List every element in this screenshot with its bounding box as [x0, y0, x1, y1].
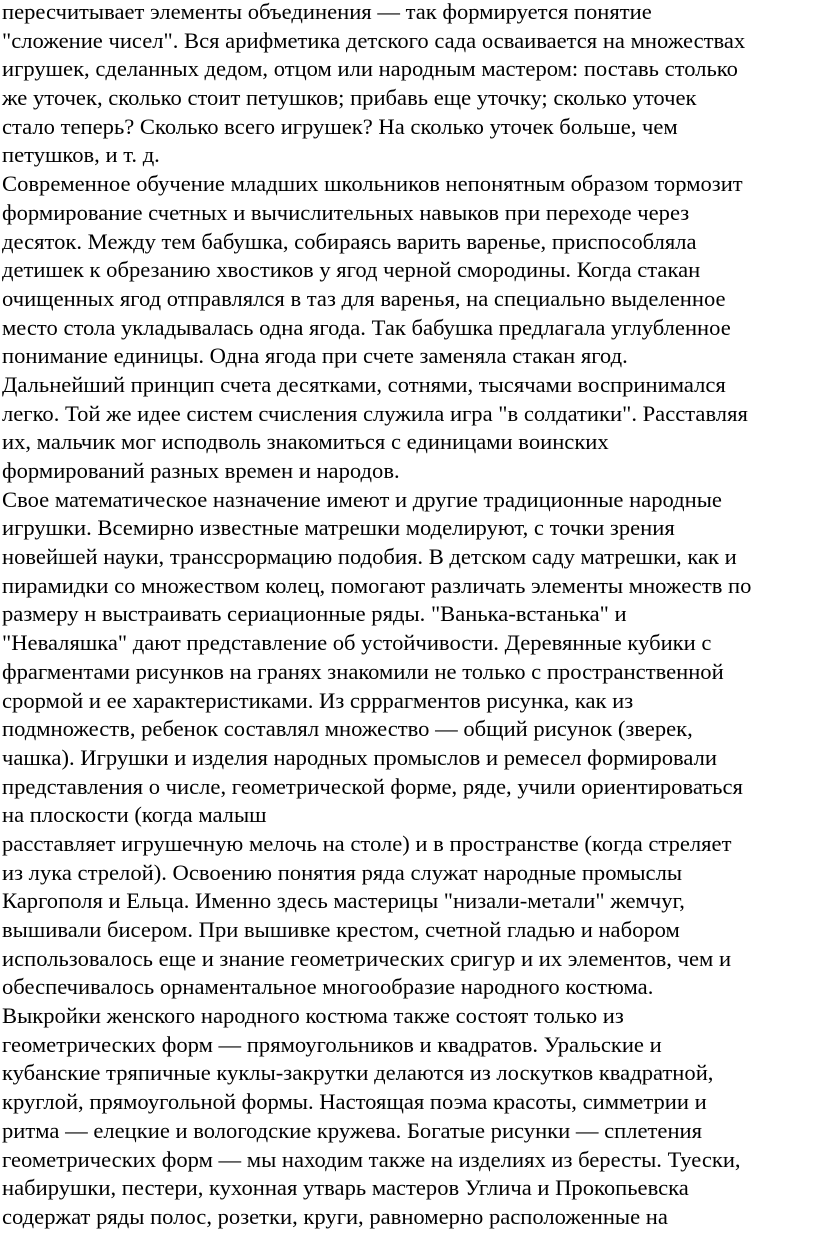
text-line: представления о числе, геометрической форме, ряде, учили ориентироваться: [2, 773, 743, 799]
text-line: петушков, и т. д.: [2, 142, 160, 168]
text-line: набирушки, пестери, кухонная утварь мастеров Углича и Прокопьевска: [2, 1175, 689, 1201]
text-line: расставляет игрушечную мелочь на столе) и в пространстве (когда стреляет: [2, 830, 732, 856]
text-line: "Неваляшка" дают представление об устойчивости. Деревянные кубики с: [2, 630, 712, 656]
text-line: Современное обучение младших школьников непонятным образом тормозит: [2, 171, 743, 197]
text-line: место стола укладывалась одна ягода. Так бабушка предлагала углубленное: [2, 314, 731, 340]
text-line: Выкройки женского народного костюма также состоят только из: [2, 1003, 624, 1029]
text-line: понимание единицы. Одна ягода при счете заменяла стакан ягод.: [2, 343, 628, 369]
text-line: круглой, прямоугольной формы. Настоящая поэма красоты, симметрии и: [2, 1089, 707, 1115]
text-line: игрушек, сделанных дедом, отцом или народным мастером: поставь столько: [2, 56, 738, 82]
text-line: формирований разных времен и народов.: [2, 458, 400, 483]
text-line: размеру н выстраивать сериационные ряды. "Ванька-встанька" и: [2, 601, 627, 627]
text-line: очищенных ягод отправлялся в таз для варенья, на специально выделенное: [2, 285, 726, 311]
text-line: ритма — елецкие и вологодские кружева. Богатые рисунки — сплетения: [2, 1117, 703, 1143]
text-line: фрагментами рисунков на гранях знакомили не только с пространственной: [2, 658, 724, 684]
text-line: на плоскости (когда малыш: [2, 802, 267, 828]
text-line: содержат ряды полос, розетки, круги, равномерно расположенные на: [2, 1203, 668, 1229]
text-line: стало теперь? Сколько всего игрушек? На сколько уточек больше, чем: [2, 113, 678, 139]
text-line: геометрических форм — мы находим также на изделиях из бересты. Туески,: [2, 1146, 741, 1172]
text-line: подмножеств, ребенок составлял множество — общий рисунок (зверек,: [2, 716, 693, 742]
text-line: из лука стрелой). Освоению понятия ряда служат народные промыслы: [2, 859, 683, 885]
text-line: срормой и ее характеристиками. Из срррагментов рисунка, как из: [2, 687, 634, 713]
text-line: "сложение чисел". Вся арифметика детского сада осваивается на множествах: [2, 27, 746, 53]
text-line: легко. Той же идее систем счисления служила игра "в солдатики". Расставляя: [2, 400, 748, 426]
text-line: пирамидки со множеством колец, помогают различать элементы множеств по: [2, 572, 752, 598]
text-line: обеспечивалось орнаментальное многообразие народного костюма.: [2, 974, 654, 1000]
text-line: пересчитывает элементы объединения — так формируется понятие: [2, 0, 652, 24]
document-page: [2, 0, 814, 1232]
text-line: же уточек, сколько стоит петушков; прибавь еще уточку; сколько уточек: [2, 85, 697, 111]
text-line: геометрических форм — прямоугольников и квадратов. Уральские и: [2, 1031, 662, 1057]
text-line: Каргополя и Ельца. Именно здесь мастерицы "низали-метали" жемчуг,: [2, 888, 685, 914]
text-line: Дальнейший принцип счета десятками, сотнями, тысячами воспринимался: [2, 371, 726, 397]
text-line: десяток. Между тем бабушка, собираясь варить варенье, приспособляла: [2, 228, 697, 254]
text-line: новейшей науки, транссрормацию подобия. В детском саду матрешки, как и: [2, 544, 737, 570]
text-line: игрушки. Всемирно известные матрешки моделируют, с точки зрения: [2, 515, 675, 541]
text-line: чашка). Игрушки и изделия народных промыслов и ремесел формировали: [2, 744, 718, 770]
text-line: вышивали бисером. При вышивке крестом, счетной гладью и набором: [2, 917, 680, 942]
text-line: Свое математическое назначение имеют и другие традиционные народные: [2, 486, 722, 512]
text-line: кубанские тряпичные куклы-закрутки делаются из лоскутков квадратной,: [2, 1060, 714, 1086]
text-line: формирование счетных и вычислительных навыков при переходе через: [2, 199, 690, 225]
text-line: использовалось еще и знание геометрических сригур и их элементов, чем и: [2, 945, 732, 971]
text-line: их, мальчик мог исподволь знакомиться с единицами воинских: [2, 429, 609, 455]
text-line: детишек к обрезанию хвостиков у ягод черной смородины. Когда стакан: [2, 257, 701, 283]
